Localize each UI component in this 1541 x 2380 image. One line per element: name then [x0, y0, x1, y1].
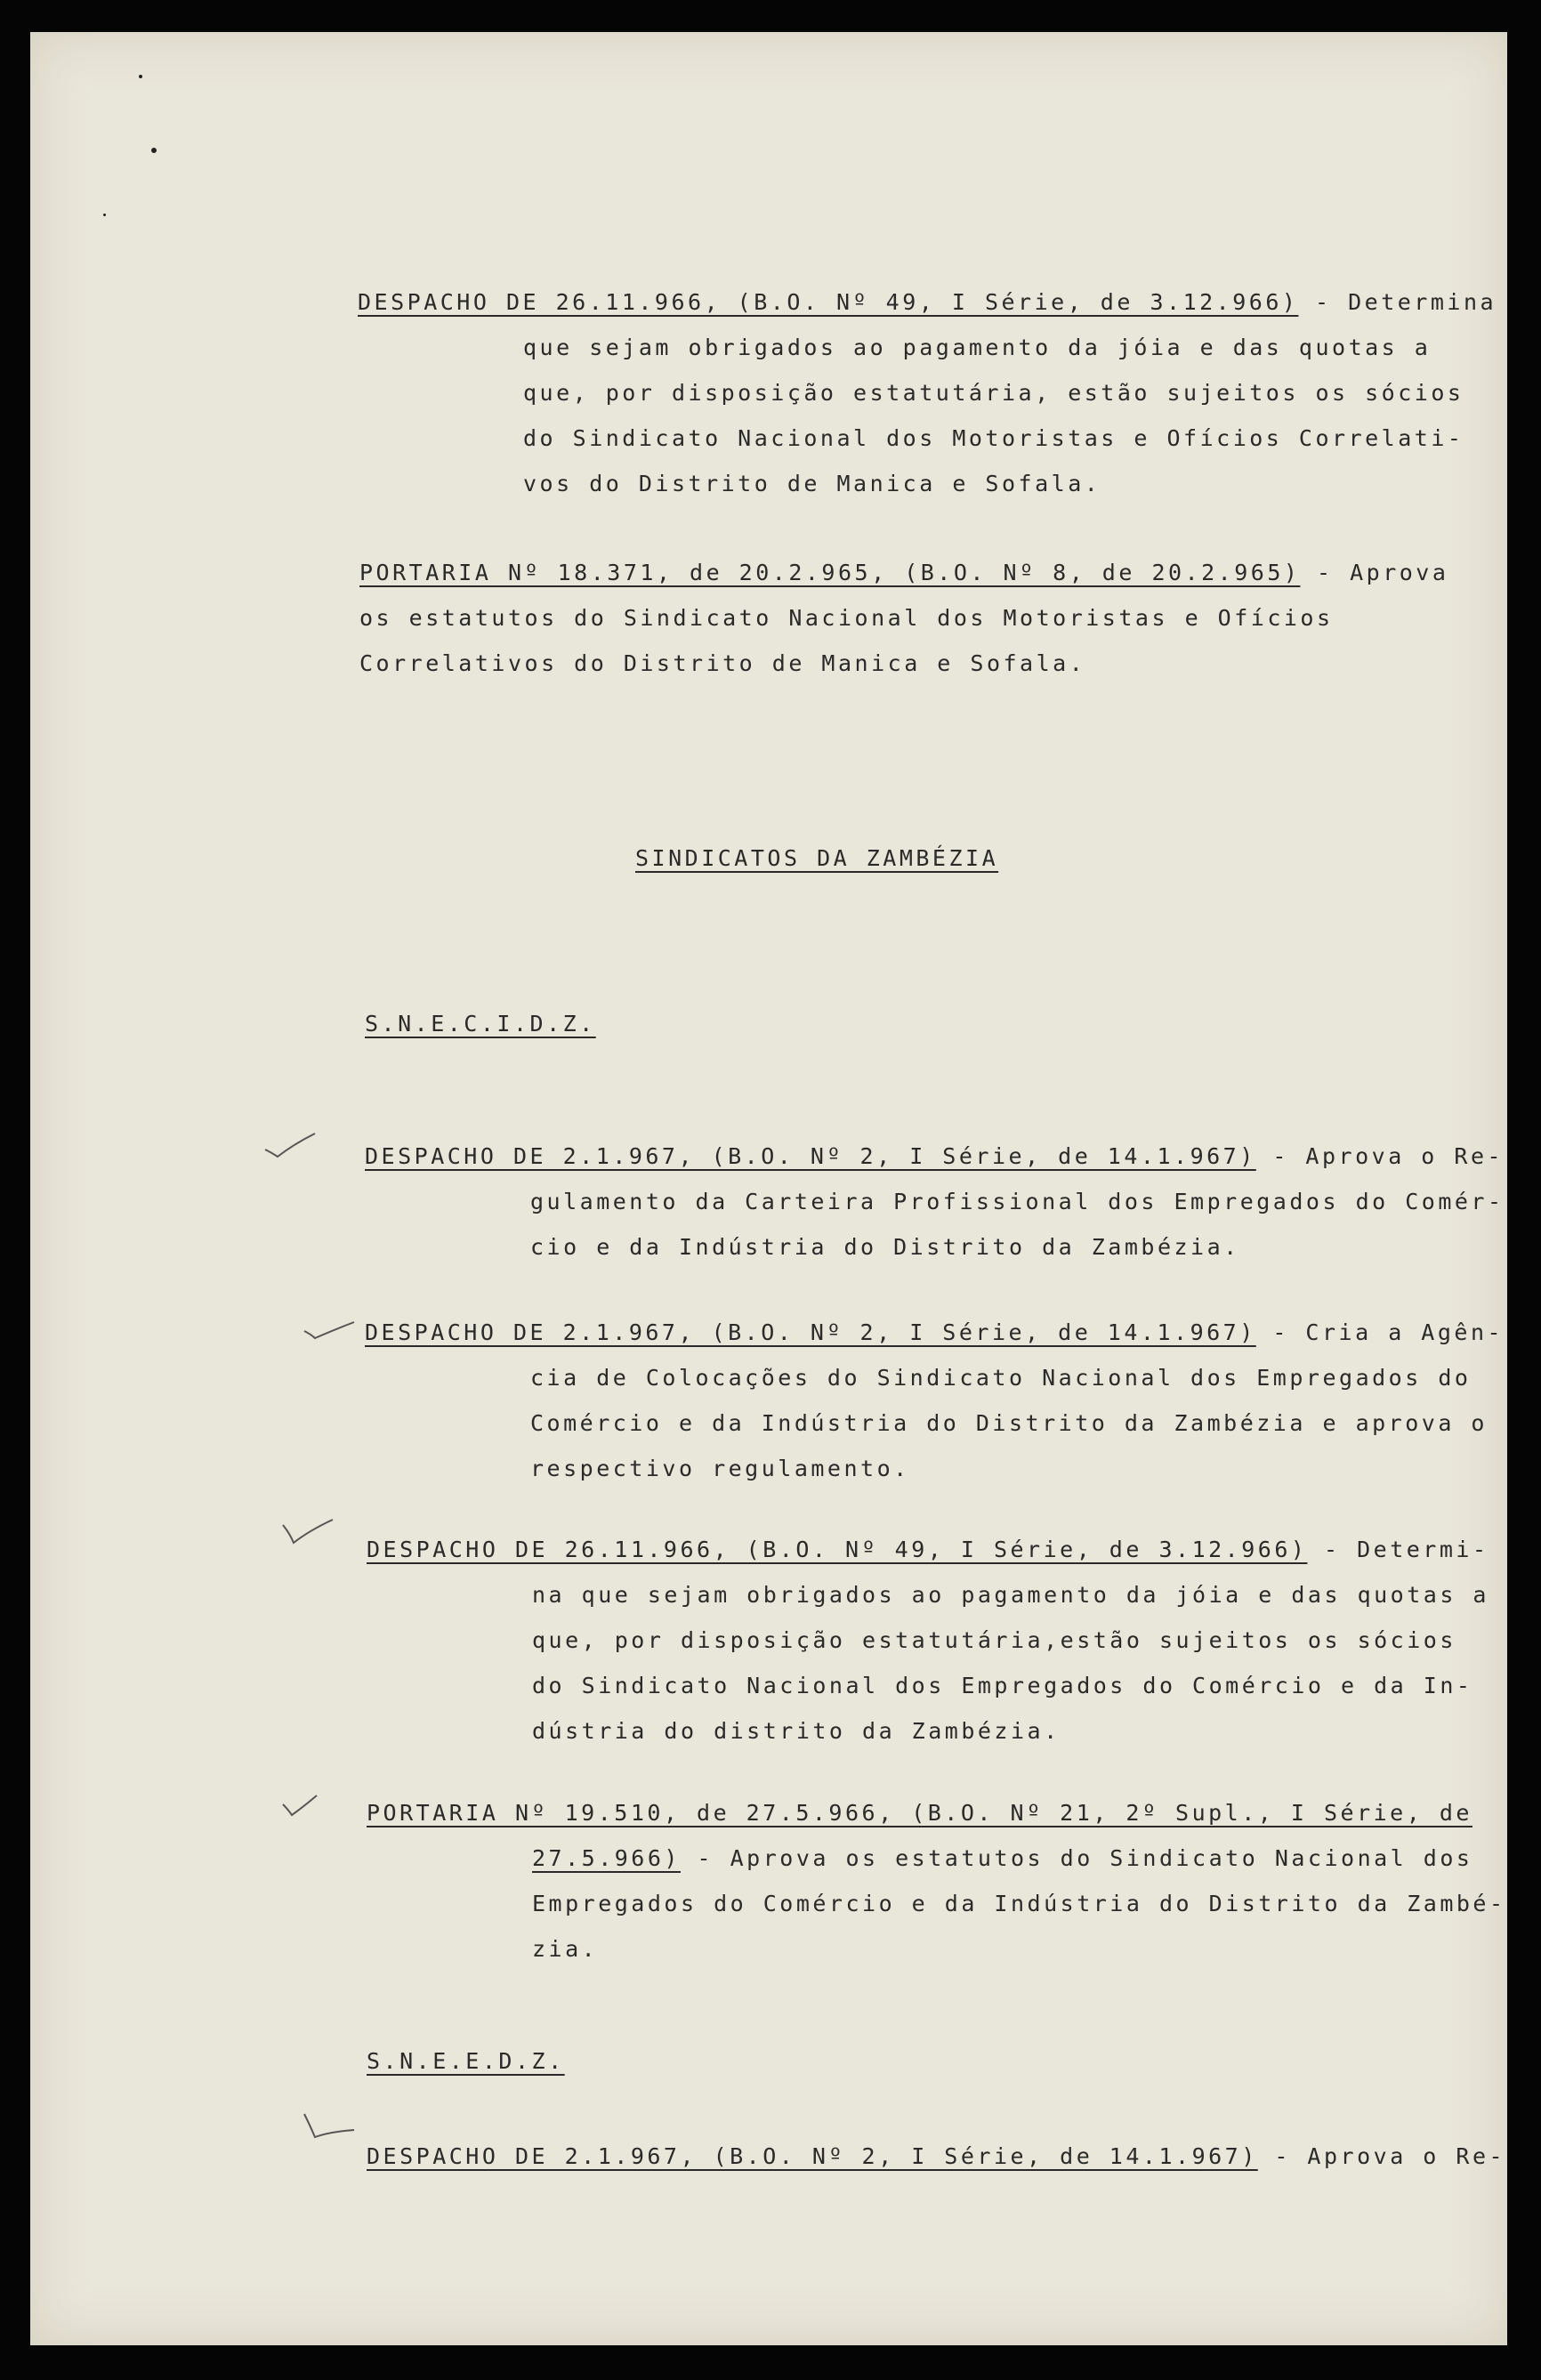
entry-line: Comércio e da Indústria do Distrito da Zambézia e aprova o	[530, 1410, 1488, 1436]
entry-portaria-18-371	[359, 550, 1448, 686]
entry-reference: DESPACHO DE 26.11.966, (B.O. Nº 49, I Série, de 3.12.966)	[358, 289, 1299, 315]
subheading-sneedz: S.N.E.E.D.Z.	[367, 2048, 565, 2074]
entry-reference: DESPACHO DE 2.1.967, (B.O. Nº 2, I Série, de 14.1.967)	[365, 1319, 1256, 1345]
entry-line: respectivo regulamento.	[530, 1456, 910, 1481]
entry-reference: DESPACHO DE 2.1.967, (B.O. Nº 2, I Série, de 14.1.967)	[367, 2143, 1258, 2169]
entry-reference: PORTARIA Nº 18.371, de 20.2.965, (B.O. Nº 8, de 20.2.965)	[359, 560, 1301, 585]
entry-first-line-tail: - Cria a Agên-	[1255, 1319, 1505, 1345]
entry-reference: PORTARIA Nº 19.510, de 27.5.966, (B.O. Nº 21, 2º Supl., I Série, de	[367, 1800, 1472, 1826]
entry-first-line-tail: - Aprova os estatutos do Sindicato Nacional dos	[680, 1845, 1473, 1871]
entry-first-line-tail: - Determi-	[1307, 1537, 1489, 1562]
entry-first-line-tail: - Aprova o Re-	[1257, 2143, 1506, 2169]
entry-first-line-tail: - Aprova o Re-	[1255, 1143, 1505, 1169]
check-mark-icon	[263, 1130, 317, 1162]
entry-reference: DESPACHO DE 26.11.966, (B.O. Nº 49, I Série, de 3.12.966)	[367, 1537, 1308, 1562]
entry-line: Correlativos do Distrito de Manica e Sofala.	[359, 650, 1086, 676]
entry-line: os estatutos do Sindicato Nacional dos Motoristas e Ofícios	[359, 605, 1334, 631]
entry-first-line-tail: - Determina	[1298, 289, 1497, 315]
entry-line: dústria do distrito da Zambézia.	[532, 1718, 1061, 1744]
entry-line: que, por disposição estatutária,estão sujeitos os sócios	[532, 1627, 1456, 1653]
punch-dot	[151, 148, 157, 153]
entry-line: gulamento da Carteira Profissional dos Empregados do Comér-	[530, 1189, 1505, 1214]
entry-first-line-tail: - Aprova	[1300, 560, 1449, 585]
check-mark-icon	[303, 1313, 356, 1345]
entry-line: cio e da Indústria do Distrito da Zambézia.	[530, 1234, 1240, 1260]
entry-line: do Sindicato Nacional dos Motoristas e Ofícios Correlati-	[523, 425, 1464, 451]
entry-despacho-2-1-967-sneedz	[367, 2134, 1505, 2179]
check-mark-icon	[303, 2110, 356, 2142]
entry-despacho-2-1-967-agencia	[365, 1310, 1504, 1491]
entry-line: na que sejam obrigados ao pagamento da jóia e das quotas a	[532, 1582, 1489, 1608]
entry-line: Empregados do Comércio e da Indústria do Distrito da Zambé-	[532, 1891, 1506, 1916]
entry-despacho-2-1-967-carteira	[365, 1134, 1505, 1270]
entry-despacho-26-11-966-manica	[358, 279, 1497, 506]
entry-line: vos do Distrito de Manica e Sofala.	[523, 471, 1101, 496]
entry-reference-continued: 27.5.966)	[532, 1845, 681, 1871]
entry-despacho-26-11-966-zambezia	[367, 1527, 1489, 1754]
punch-dot	[139, 75, 142, 78]
punch-dot	[103, 214, 106, 216]
section-heading: SINDICATOS DA ZAMBÉZIA	[635, 845, 999, 871]
entry-line: do Sindicato Nacional dos Empregados do Comércio e da In-	[532, 1673, 1473, 1698]
check-mark-icon	[281, 1790, 335, 1822]
entry-reference: DESPACHO DE 2.1.967, (B.O. Nº 2, I Série, de 14.1.967)	[365, 1143, 1256, 1169]
entry-line: que sejam obrigados ao pagamento da jóia e das quotas a	[523, 335, 1432, 360]
entry-line: que, por disposição estatutária, estão sujeitos os sócios	[523, 380, 1464, 406]
subheading-snecidz: S.N.E.C.I.D.Z.	[365, 1011, 596, 1037]
entry-line: cia de Colocações do Sindicato Nacional dos Empregados do	[530, 1365, 1472, 1391]
entry-line: zia.	[532, 1936, 599, 1962]
entry-portaria-19-510	[367, 1790, 1506, 1972]
check-mark-icon	[281, 1518, 335, 1550]
